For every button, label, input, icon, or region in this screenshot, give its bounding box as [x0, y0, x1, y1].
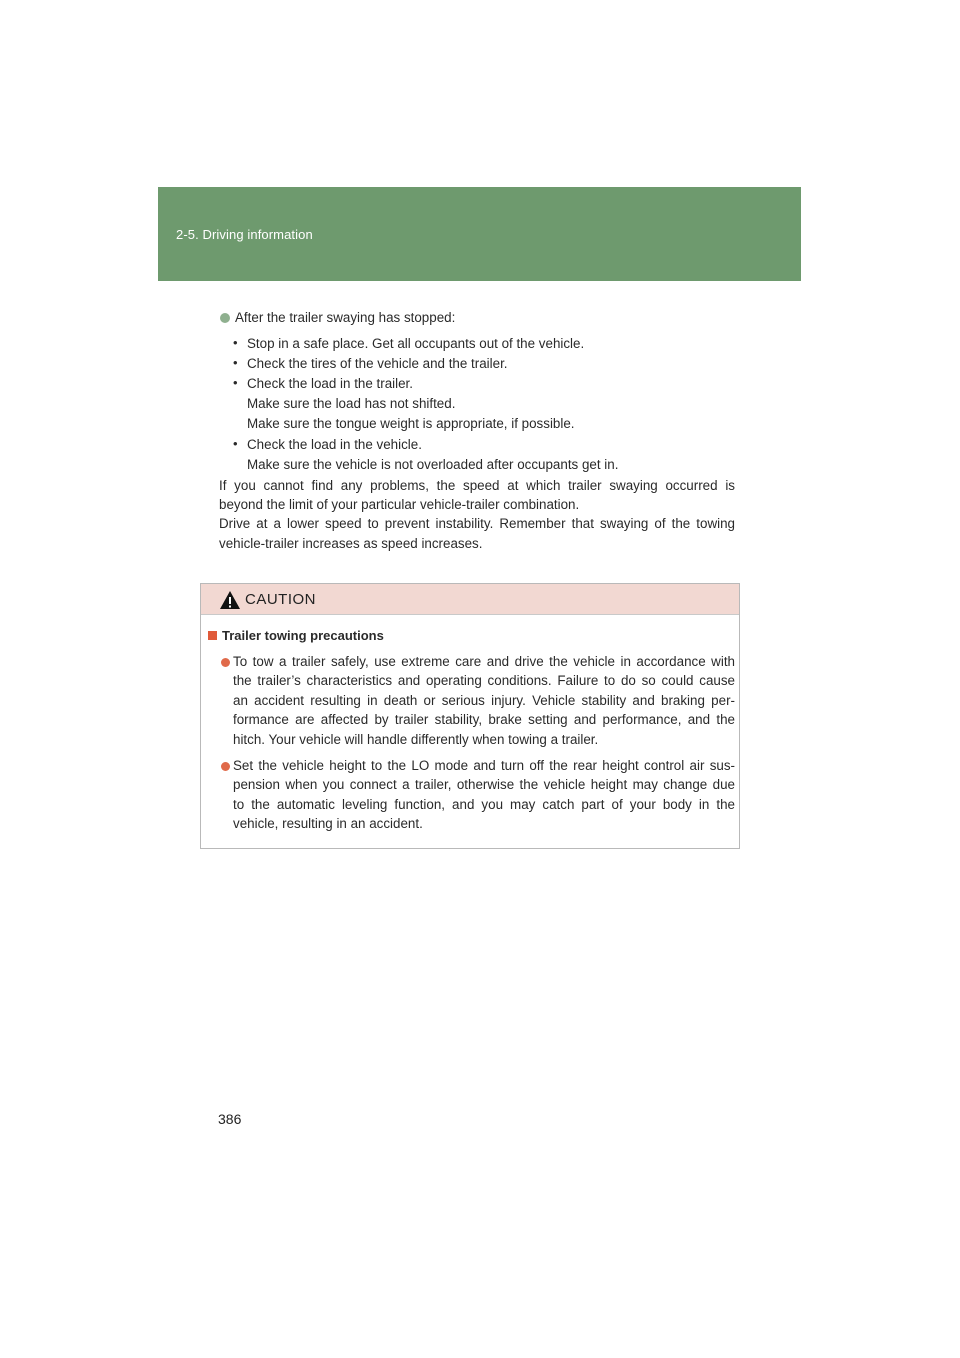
sub-note: Make sure the vehicle is not overloaded after occupants get in.	[247, 457, 619, 472]
page-number: 386	[218, 1111, 242, 1127]
bullet-icon	[221, 658, 230, 667]
sub-item: Check the load in the trailer.	[247, 376, 413, 391]
sub-item: Check the tires of the vehicle and the trailer.	[247, 356, 508, 371]
sub-note: Make sure the tongue weight is appropriate, if possible.	[247, 416, 575, 431]
sub-item: Stop in a safe place. Get all occupants out of the vehicle.	[247, 336, 585, 351]
caution-item-line: pension when you connect a trailer, otherwise the vehicle height may change due	[233, 777, 735, 792]
caution-item-line: to the automatic leveling function, and you may catch part of your body in the	[233, 797, 735, 812]
bullet-icon	[220, 313, 230, 323]
sub-bullet-icon: •	[233, 436, 238, 451]
paragraph-line: beyond the limit of your particular vehicle-trailer combination.	[219, 497, 580, 512]
paragraph-line: vehicle-trailer increases as speed increases.	[219, 536, 483, 551]
bullet-intro-text: After the trailer swaying has stopped:	[235, 310, 456, 325]
caution-title: CAUTION	[245, 591, 316, 608]
caution-item-line: the trailer’s characteristics and operating conditions. Failure to do so could cause	[233, 673, 735, 688]
caution-header	[201, 584, 739, 615]
caution-box	[200, 583, 740, 849]
paragraph-line: If you cannot find any problems, the speed at which trailer swaying occurred is	[219, 478, 735, 493]
bullet-intro	[220, 309, 455, 327]
bullet-icon	[221, 762, 230, 771]
paragraph-line: Drive at a lower speed to prevent instability. Remember that swaying of the towing	[219, 516, 735, 531]
section-title: 2-5. Driving information	[176, 227, 313, 242]
sub-item: Check the load in the vehicle.	[247, 437, 422, 452]
caution-subtitle	[208, 628, 384, 643]
caution-item-line: formance are affected by trailer stability, brake setting and performance, and the	[233, 712, 735, 727]
caution-item-line: Set the vehicle height to the LO mode and turn off the rear height control air sus-	[233, 758, 735, 773]
sub-note: Make sure the load has not shifted.	[247, 396, 456, 411]
caution-subtitle-text: Trailer towing precautions	[222, 628, 384, 643]
sub-bullet-icon: •	[233, 355, 238, 370]
sub-bullet-icon: •	[233, 335, 238, 350]
caution-item-line: an accident resulting in death or serious injury. Vehicle stability and braking per-	[233, 693, 735, 708]
warning-icon	[219, 590, 241, 610]
caution-item-line: hitch. Your vehicle will handle differently when towing a trailer.	[233, 732, 599, 747]
caution-item-line: vehicle, resulting in an accident.	[233, 816, 423, 831]
sub-bullet-icon: •	[233, 375, 238, 390]
caution-item-line: To tow a trailer safely, use extreme care and drive the vehicle in accordance with	[233, 654, 735, 669]
square-bullet-icon	[208, 631, 217, 640]
section-header-bar	[158, 187, 801, 281]
